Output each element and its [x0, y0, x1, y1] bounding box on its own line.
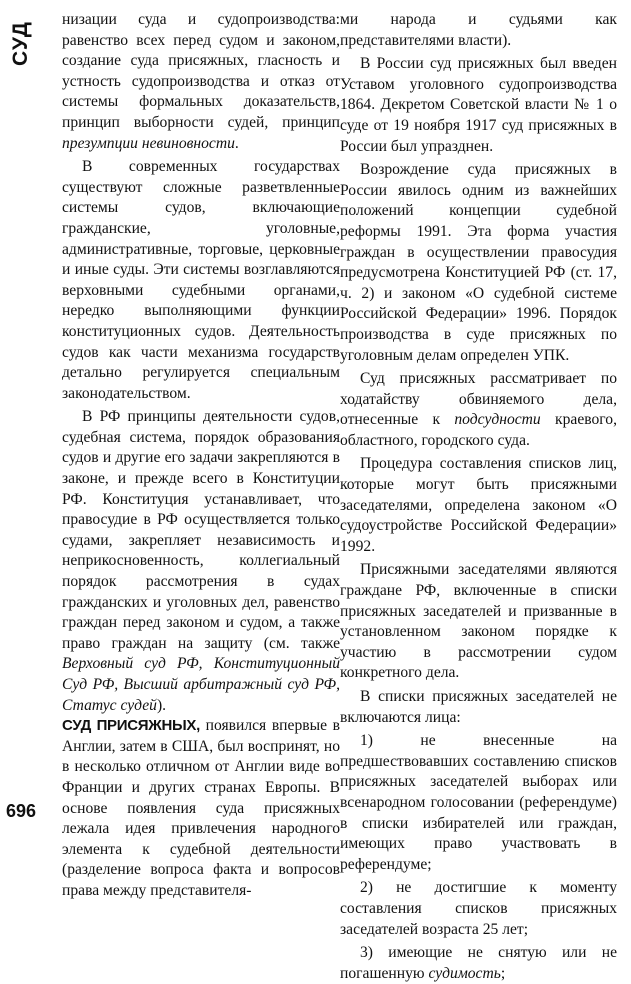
- left-column: [62, 10, 340, 902]
- paragraph: Возрождение суда присяжных в России явилось одним из важнейших положений концепции судебной реформы 1991. Эта форма участия граждан в осуществлении правосудия предусмотрена Конституцией РФ (ст. 17, ч. 2) и законом «О судебной системе Российской Федерации» 1996. Порядок производства в суде присяжных по уголовным делам определен УПК.: [340, 161, 617, 364]
- list-item: 2) не достигшие к моменту составления списков присяжных заседателей возраста 25 лет;: [340, 879, 617, 938]
- paragraph: В России суд присяжных был введен Уставом уголовного судопроизводства 1864. Декретом Советской власти № 1 о суде от 19 ноября 1917 суд присяжных в России был упразднен.: [340, 55, 617, 155]
- page-number: 696: [6, 801, 37, 821]
- paragraph: Присяжными заседателями являются граждане РФ, включенные в списки присяжных заседателей и призванные в установленном законом порядке к участию в рассмотрении судом конкретного дела.: [340, 561, 617, 682]
- entry-heading: СУД ПРИСЯЖНЫХ,: [62, 717, 200, 735]
- paragraph: низации суда и судопроизводства: равенство всех перед судом и законом, создание суда присяжных, гласность и устность судопроизводства и отказ от системы формальных доказательств, принцип выборности судей, принцип презумпции невиновности.: [62, 11, 340, 152]
- entry-sud-prisyazhnyh: СУД ПРИСЯЖНЫХ, появился впервые в Англии, затем в США, был воспринят, но в несколько отличном от Англии виде во Франции и других странах Европы. В основе появления суда присяжных лежала идея привлечения народного элемента к судебной деятельности (разделение вопроса факта и вопросов права между представителя-: [62, 717, 340, 899]
- paragraph: В современных государствах существуют сложные разветвленные системы судов, включающие гражданские, уголовные, административные, торговые, церковные и иные суды. Эти системы возглавляются верховными судебными органами, нередко выполняющими функции конституционных судов. Деятельность судов как части механизма государств детально регулируется специальным законодательством.: [62, 158, 340, 402]
- paragraph: Суд присяжных рассматривает по ходатайству обвиняемого дела, отнесенные к подсудности краевого, областного, городского суда.: [340, 370, 617, 449]
- list-item: 3) имеющие не снятую или не погашенную судимость;: [340, 944, 617, 982]
- paragraph: ми народа и судьями как представителями власти).: [340, 11, 617, 49]
- right-column: [340, 10, 617, 984]
- paragraph: В списки присяжных заседателей не включаются лица:: [340, 688, 617, 726]
- list-item: 1) не внесенные на предшествовавших составлению списков присяжных заседателей выборах или всенародном голосовании (референдуме) в списки избирателей или граждан, имеющих право участвовать в референдуме;: [340, 732, 617, 873]
- paragraph: Процедура составления списков лиц, которые могут быть присяжными заседателями, определена законом «О судоустройстве Российской Федерации» 1992.: [340, 455, 617, 555]
- running-head: СУД: [9, 21, 32, 67]
- paragraph: В РФ принципы деятельности судов, судебная система, порядок образования судов и другие его задачи закрепляются в законе, и прежде всего в Конституции РФ. Конституция устанавливает, что правосудие в РФ осуществляется только судами, закрепляет независимость и неприкосновенность, коллегиальный порядок рассмотрения в судах гражданских и уголовных дел, равенство граждан перед законом и судом, а также право граждан на защиту (см. также Верховный суд РФ, Конституционный Суд РФ, Высший арбитражный суд РФ, Статус судей).: [62, 408, 340, 714]
